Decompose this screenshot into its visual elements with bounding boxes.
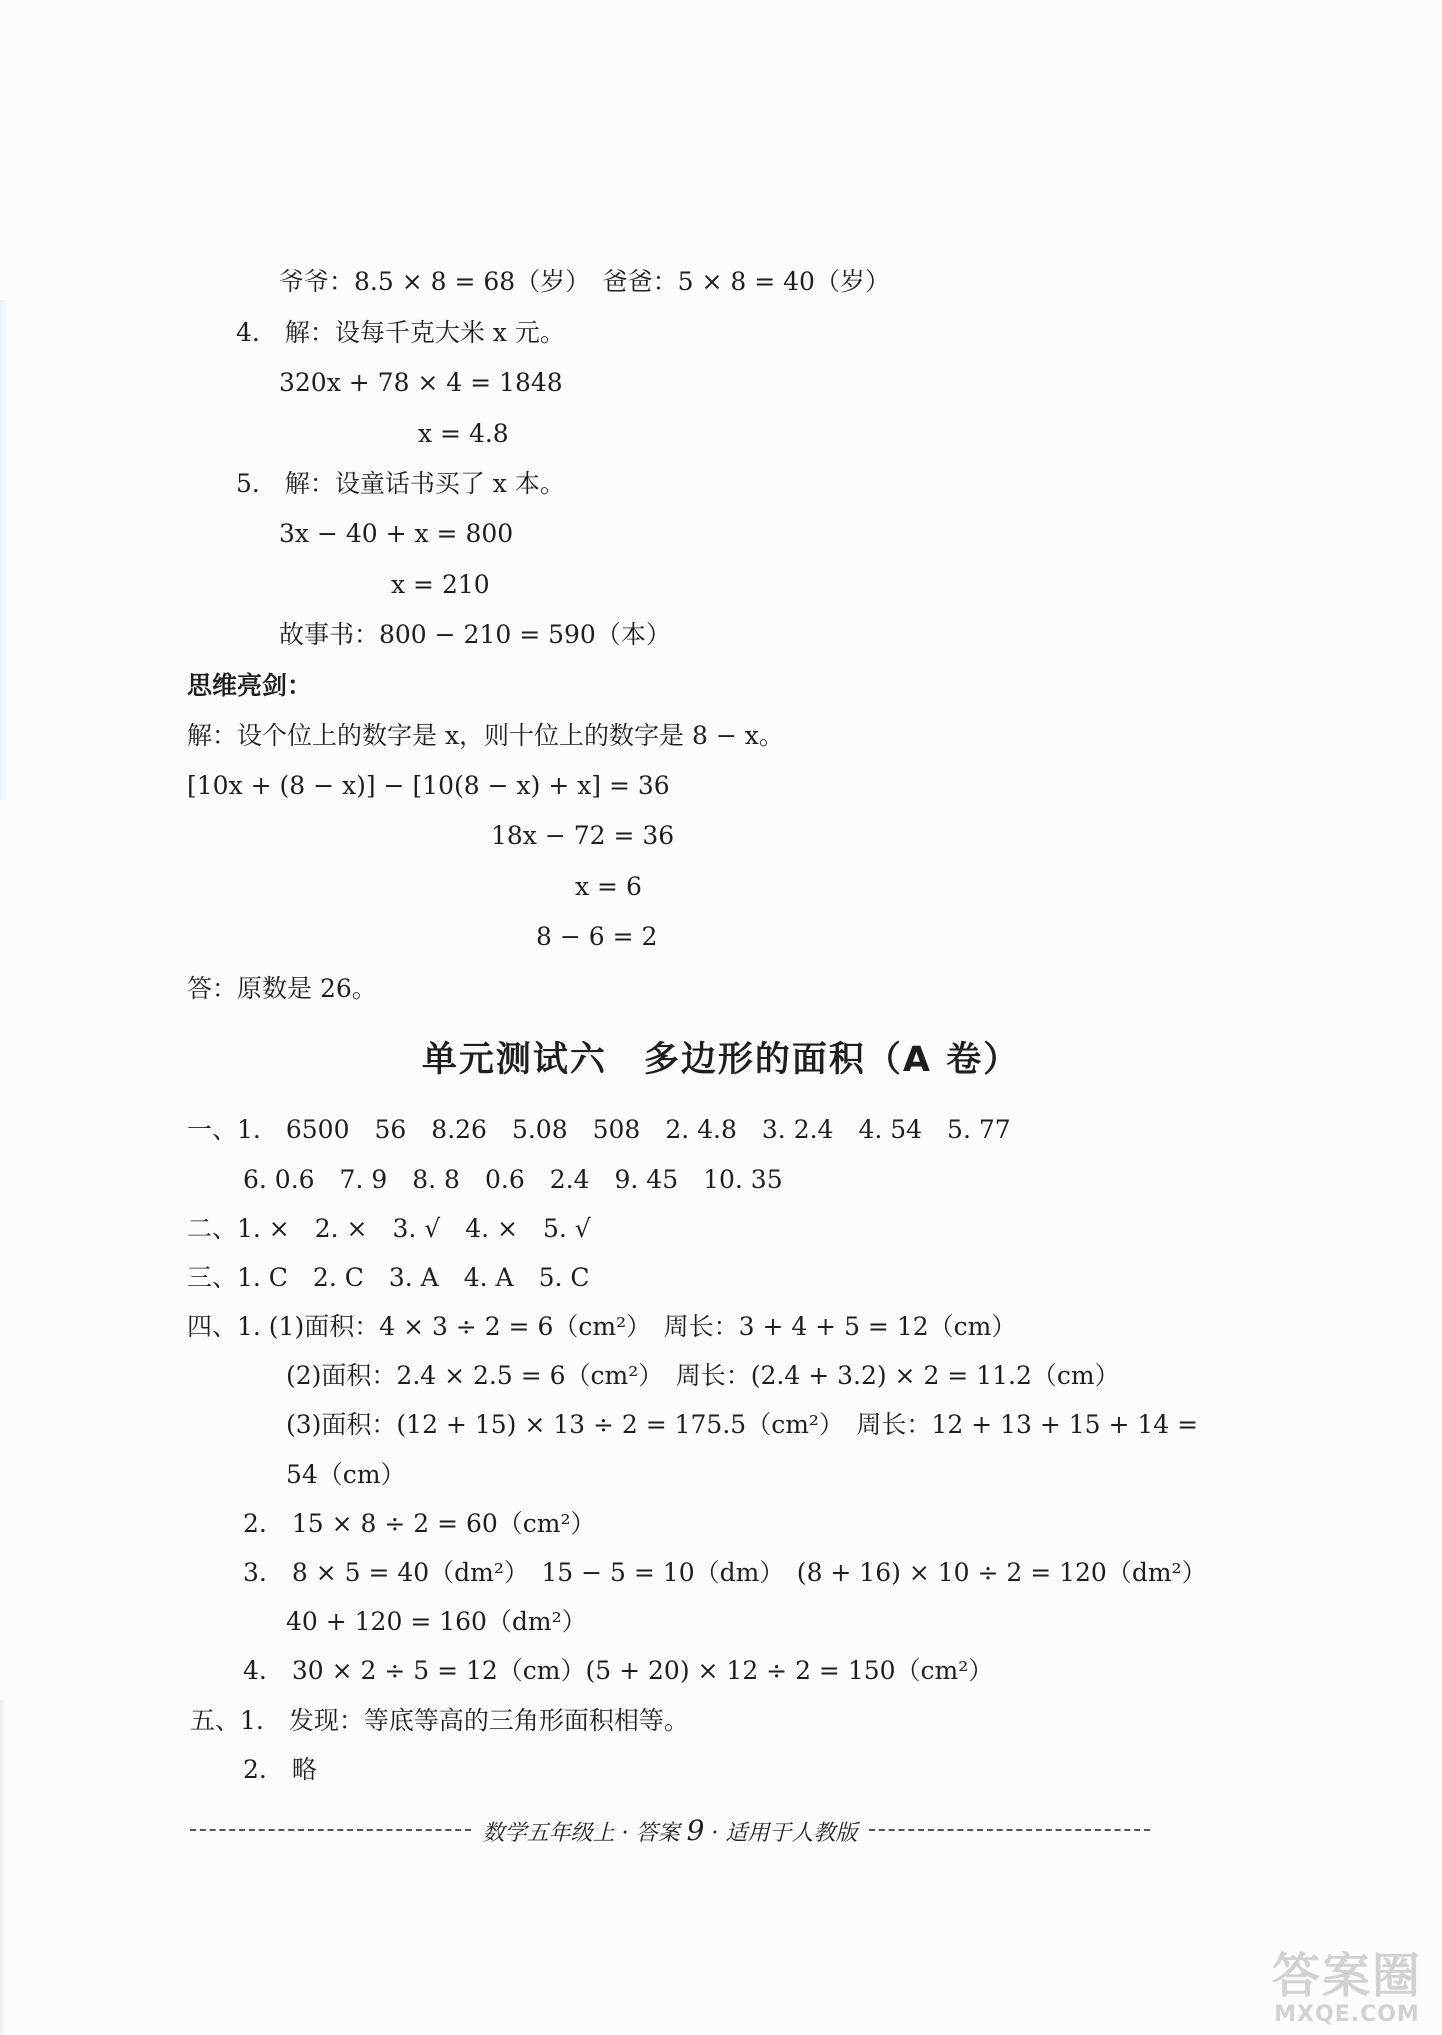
answer-line: 答：原数是 26。	[187, 974, 377, 1003]
page-edge-shading	[0, 300, 8, 800]
equation-line: x = 210	[391, 570, 490, 599]
answer-line: 4. 解：设每千克大米 x 元。	[236, 318, 565, 347]
answer-line: 6. 0.6 7. 9 8. 8 0.6 2.4 9. 45 10. 35	[243, 1165, 783, 1194]
equation-line: x = 6	[575, 872, 642, 901]
footer-dash-left	[190, 1829, 471, 1831]
footer-text	[471, 1814, 870, 1847]
answer-line: 40 + 120 = 160（dm²）	[286, 1607, 587, 1636]
watermark-url: MXQE.COM	[1274, 2001, 1420, 2027]
answer-line: 四、1. (1)面积：4 × 3 ÷ 2 = 6（cm²） 周长：3 + 4 + 5 = 12（cm）	[187, 1312, 1017, 1341]
page-edge-shading-lower	[0, 1700, 6, 2035]
footer-left-text: 数学五年级上 · 答案	[482, 1820, 687, 1846]
answer-line: 爷爷：8.5 × 8 = 68（岁） 爸爸：5 × 8 = 40（岁）	[279, 267, 890, 296]
page-number: 9	[686, 1813, 705, 1847]
watermark	[1272, 1950, 1422, 2027]
section-title: 单元测试六 多边形的面积（A 卷）	[421, 1040, 1021, 1080]
answer-line: 2. 略	[243, 1755, 317, 1784]
equation-line: 8 − 6 = 2	[536, 922, 658, 951]
equation-line: 18x − 72 = 36	[491, 821, 675, 850]
answer-line: 一、1. 6500 56 8.26 5.08 508 2. 4.8 3. 2.4 4. 54 5. 77	[187, 1115, 1011, 1144]
equation-line: [10x + (8 − x)] − [10(8 − x) + x] = 36	[187, 771, 670, 800]
answer-line: (3)面积：(12 + 15) × 13 ÷ 2 = 175.5（cm²） 周长：12 + 13 + 15 + 14 =	[286, 1410, 1199, 1439]
footer-right-text: · 适用于人教版	[704, 1820, 858, 1846]
answer-line: 2. 15 × 8 ÷ 2 = 60（cm²）	[243, 1509, 596, 1538]
answer-line: (2)面积：2.4 × 2.5 = 6（cm²） 周长：(2.4 + 3.2) × 2 = 11.2（cm）	[286, 1361, 1120, 1390]
answer-line: 故事书：800 − 210 = 590（本）	[279, 620, 671, 649]
answer-line: 54（cm）	[286, 1460, 406, 1489]
answer-line: 五、1. 发现：等底等高的三角形面积相等。	[190, 1706, 689, 1735]
equation-line: x = 4.8	[418, 419, 509, 448]
page-footer	[190, 1810, 1150, 1850]
answer-line: 4. 30 × 2 ÷ 5 = 12（cm）(5 + 20) × 12 ÷ 2 = 150（cm²）	[243, 1656, 994, 1685]
answer-line: 三、1. C 2. C 3. A 4. A 5. C	[187, 1263, 590, 1292]
watermark-logo-text: 答案圈	[1271, 1948, 1422, 2005]
subheading: 思维亮剑：	[187, 671, 313, 700]
answer-line: 二、1. × 2. × 3. √ 4. × 5. √	[187, 1214, 591, 1243]
answer-line: 5. 解：设童话书买了 x 本。	[236, 469, 565, 498]
equation-line: 3x − 40 + x = 800	[279, 519, 514, 548]
footer-dash-right	[869, 1829, 1150, 1831]
answer-line: 解：设个位上的数字是 x，则十位上的数字是 8 − x。	[187, 721, 784, 750]
equation-line: 320x + 78 × 4 = 1848	[279, 368, 563, 397]
answer-line: 3. 8 × 5 = 40（dm²） 15 − 5 = 10（dm） (8 + 16) × 10 ÷ 2 = 120（dm²）	[243, 1558, 1207, 1587]
